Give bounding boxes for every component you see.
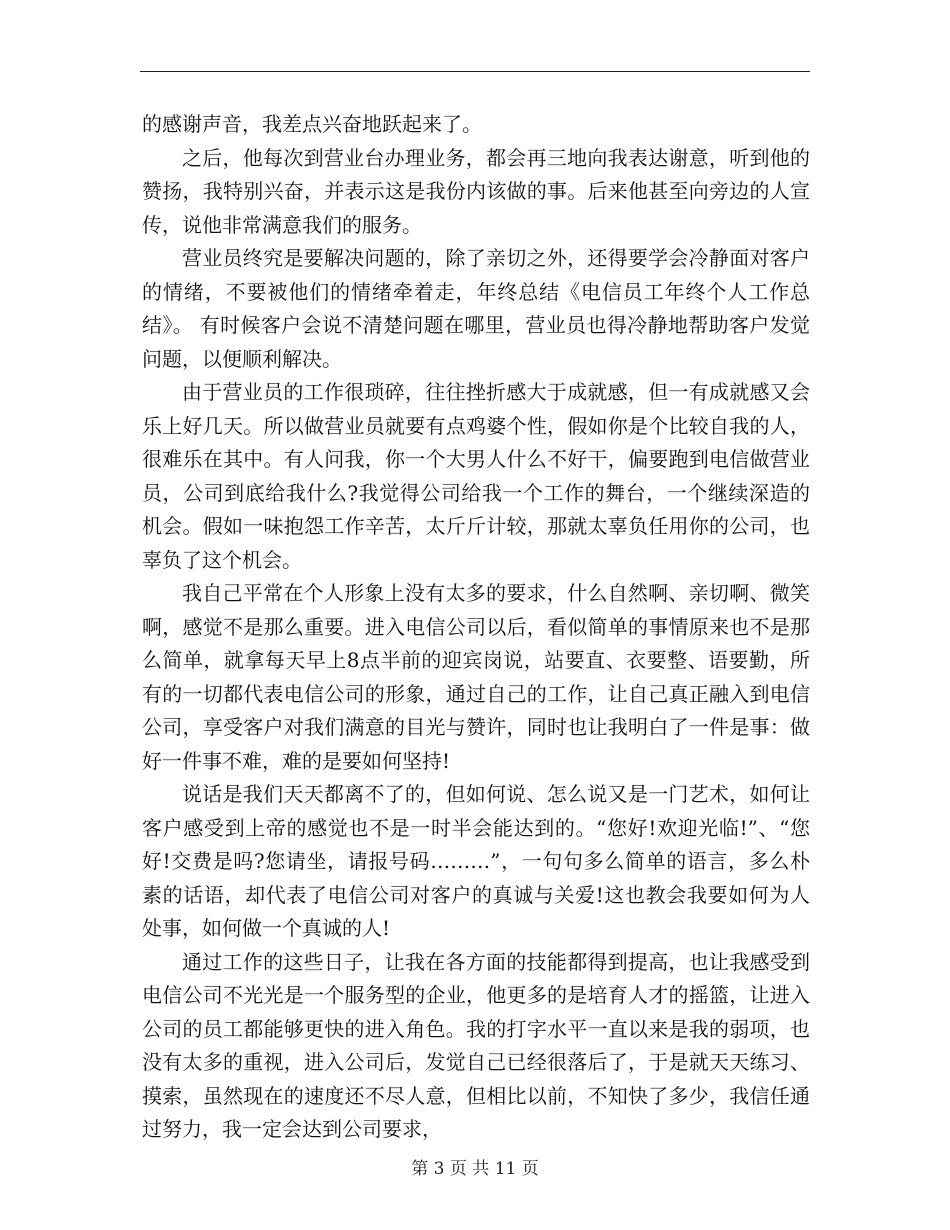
- paragraph-2: 之后，他每次到营业台办理业务，都会再三地向我表达谢意，听到他的赞扬，我特别兴奋，并表示这是我份内该做的事。后来他甚至向旁边的人宣传，说他非常满意我们的服务。: [142, 145, 810, 237]
- paragraph-4: 由于营业员的工作很琐碎，往往挫折感大于成就感，但一有成就感又会乐上好几天。所以做营业员就要有点鸡婆个性，假如你是个比较自我的人，很难乐在其中。有人问我，你一个大男人什么不好干，偏要跑到电信做营业员，公司到底给我什么?我觉得公司给我一个工作的舞台，一个继续深造的机会。假如一味抱怨工作辛苦，太斤斤计较，那就太辜负任用你的公司，也辜负了这个机会。: [142, 380, 810, 572]
- header-rule: [140, 71, 810, 72]
- page-number-footer: 第 3 页 共 11 页: [411, 1159, 539, 1179]
- document-body: [142, 108, 810, 1147]
- paragraph-1: 的感谢声音，我差点兴奋地跃起来了。: [142, 112, 482, 136]
- paragraph-5: 我自己平常在个人形象上没有太多的要求，什么自然啊、亲切啊、微笑啊，感觉不是那么重要。进入电信公司以后，看似简单的事情原来也不是那么简单，就拿每天早上8点半前的迎宾岗说，站要直、衣要整、语要勤，所有的一切都代表电信公司的形象，通过自己的工作，让自己真正融入到电信公司，享受客户对我们满意的目光与赞许，同时也让我明白了一件是事：做好一件事不难，难的是要如何坚持!: [142, 581, 810, 773]
- paragraph-3: 营业员终究是要解决问题的，除了亲切之外，还得要学会冷静面对客户的情绪，不要被他们的情绪牵着走，年终总结《电信员工年终个人工作总结》。 有时候客户会说不清楚问题在哪里，营业员也得冷静地帮助客户发觉问题，以便顺利解决。: [142, 246, 810, 371]
- paragraph-7: 通过工作的这些日子，让我在各方面的技能都得到提高，也让我感受到电信公司不光光是一个服务型的企业，他更多的是培育人才的摇篮，让进入公司的员工都能够更快的进入角色。我的打字水平一直以来是我的弱项，也没有太多的重视，进入公司后，发觉自己已经很落后了，于是就天天练习、摸索，虽然现在的速度还不尽人意，但相比以前，不知快了多少，我信任通过努力，我一定会达到公司要求，: [142, 949, 810, 1141]
- paragraph-6: 说话是我们天天都离不了的，但如何说、怎么说又是一门艺术，如何让客户感受到上帝的感觉也不是一时半会能达到的。“您好!欢迎光临!”、“您好!交费是吗?您请坐，请报号码………”，一句句多么简单的语言，多么朴素的话语，却代表了电信公司对客户的真诚与关爱!这也教会我要如何为人处事，如何做一个真诚的人!: [142, 782, 810, 940]
